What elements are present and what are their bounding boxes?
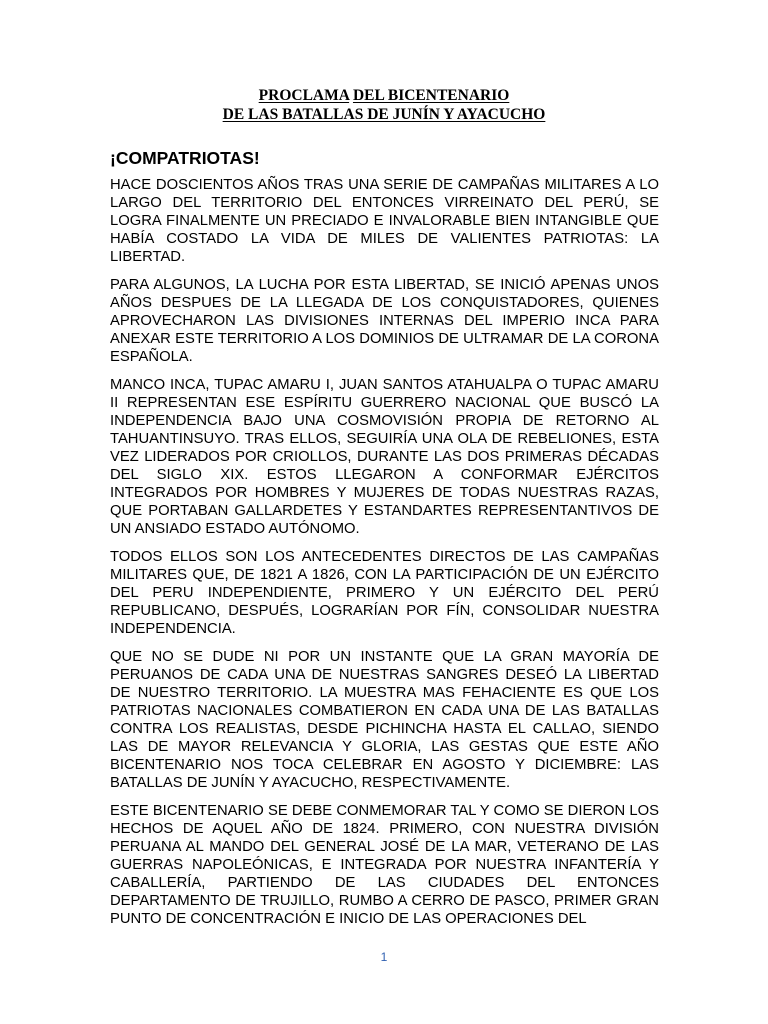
title-del-bicentenario: DEL BICENTENARIO [352, 87, 510, 104]
title-line-2 [0, 105, 768, 124]
greeting-heading: ¡COMPATRIOTAS! [110, 148, 260, 168]
paragraph-1: HACE DOSCIENTOS AÑOS TRAS UNA SERIE DE CAMPAÑAS MILITARES A LO LARGO DEL TERRITORIO DEL ENTONCES VIRREINATO DEL PERÚ, SE LOGRA FINALMENTE UN PRECIADO E INVALORABLE BIEN INTANGIBLE QUE HABÍA COSTADO LA VIDA DE MILES DE VALIENTES PATRIOTAS: LA LIBERTAD. [110, 177, 659, 265]
title-word-proclama: PROCLAMA [258, 87, 350, 104]
document-body [110, 176, 659, 938]
paragraph-6: ESTE BICENTENARIO SE DEBE CONMEMORAR TAL Y COMO SE DIERON LOS HECHOS DE AQUEL AÑO DE 1824. PRIMERO, CON NUESTRA DIVISIÓN PERUANA AL MANDO DEL GENERAL JOSÉ DE LA MAR, VETERANO DE LAS GUERRAS NAPOLEÓNICAS, E INTEGRADA POR NUESTRA INFANTERÍA Y CABALLERÍA, PARTIENDO DE LAS CIUDADES DEL ENTONCES DEPARTAMENTO DE TRUJILLO, RUMBO A CERRO DE PASCO, PRIMER GRAN PUNTO DE CONCENTRACIÓN E INICIO DE LAS OPERACIONES DEL [110, 803, 659, 927]
title-line-1 [0, 86, 768, 105]
document-title [0, 86, 768, 124]
title-subtitle: DE LAS BATALLAS DE JUNÍN Y AYACUCHO [222, 106, 546, 123]
page-number: 1 [380, 950, 388, 964]
paragraph-2: PARA ALGUNOS, LA LUCHA POR ESTA LIBERTAD, SE INICIÓ APENAS UNOS AÑOS DESPUES DE LA LLEGADA DE LOS CONQUISTADORES, QUIENES APROVECHARON LAS DIVISIONES INTERNAS DEL IMPERIO INCA PARA ANEXAR ESTE TERRITORIO A LOS DOMINIOS DE ULTRAMAR DE LA CORONA ESPAÑOLA. [110, 277, 659, 365]
paragraph-4: TODOS ELLOS SON LOS ANTECEDENTES DIRECTOS DE LAS CAMPAÑAS MILITARES QUE, DE 1821 A 1826, CON LA PARTICIPACIÓN DE UN EJÉRCITO DEL PERU INDEPENDIENTE, PRIMERO Y UN EJÉRCITO DEL PERÚ REPUBLICANO, DESPUÉS, LOGRARÍAN POR FÍN, CONSOLIDAR NUESTRA INDEPENDENCIA. [110, 549, 659, 637]
paragraph-3: MANCO INCA, TUPAC AMARU I, JUAN SANTOS ATAHUALPA O TUPAC AMARU II REPRESENTAN ESE ESPÍRITU GUERRERO NACIONAL QUE BUSCÓ LA INDEPENDENCIA BAJO UNA COSMOVISIÓN PROPIA DE RETORNO AL TAHUANTINSUYO. TRAS ELLOS, SEGUIRÍA UNA OLA DE REBELIONES, ESTA VEZ LIDERADOS POR CRIOLLOS, DURANTE LAS DOS PRIMERAS DÉCADAS DEL SIGLO XIX. ESTOS LLEGARON A CONFORMAR EJÉRCITOS INTEGRADOS POR HOMBRES Y MUJERES DE TODAS NUESTRAS RAZAS, QUE PORTABAN GALLARDETES Y ESTANDARTES REPRESENTANTIVOS DE UN ANSIADO ESTADO AUTÓNOMO. [110, 377, 659, 537]
paragraph-5: QUE NO SE DUDE NI POR UN INSTANTE QUE LA GRAN MAYORÍA DE PERUANOS DE CADA UNA DE NUESTRAS SANGRES DESEÓ LA LIBERTAD DE NUESTRO TERRITORIO. LA MUESTRA MAS FEHACIENTE ES QUE LOS PATRIOTAS NACIONALES COMBATIERON EN CADA UNA DE LAS BATALLAS CONTRA LOS REALISTAS, DESDE PICHINCHA HASTA EL CALLAO, SIENDO LAS DE MAYOR RELEVANCIA Y GLORIA, LAS GESTAS QUE ESTE AÑO BICENTENARIO NOS TOCA CELEBRAR EN AGOSTO Y DICIEMBRE: LAS BATALLAS DE JUNÍN Y AYACUCHO, RESPECTIVAMENTE. [110, 649, 659, 791]
